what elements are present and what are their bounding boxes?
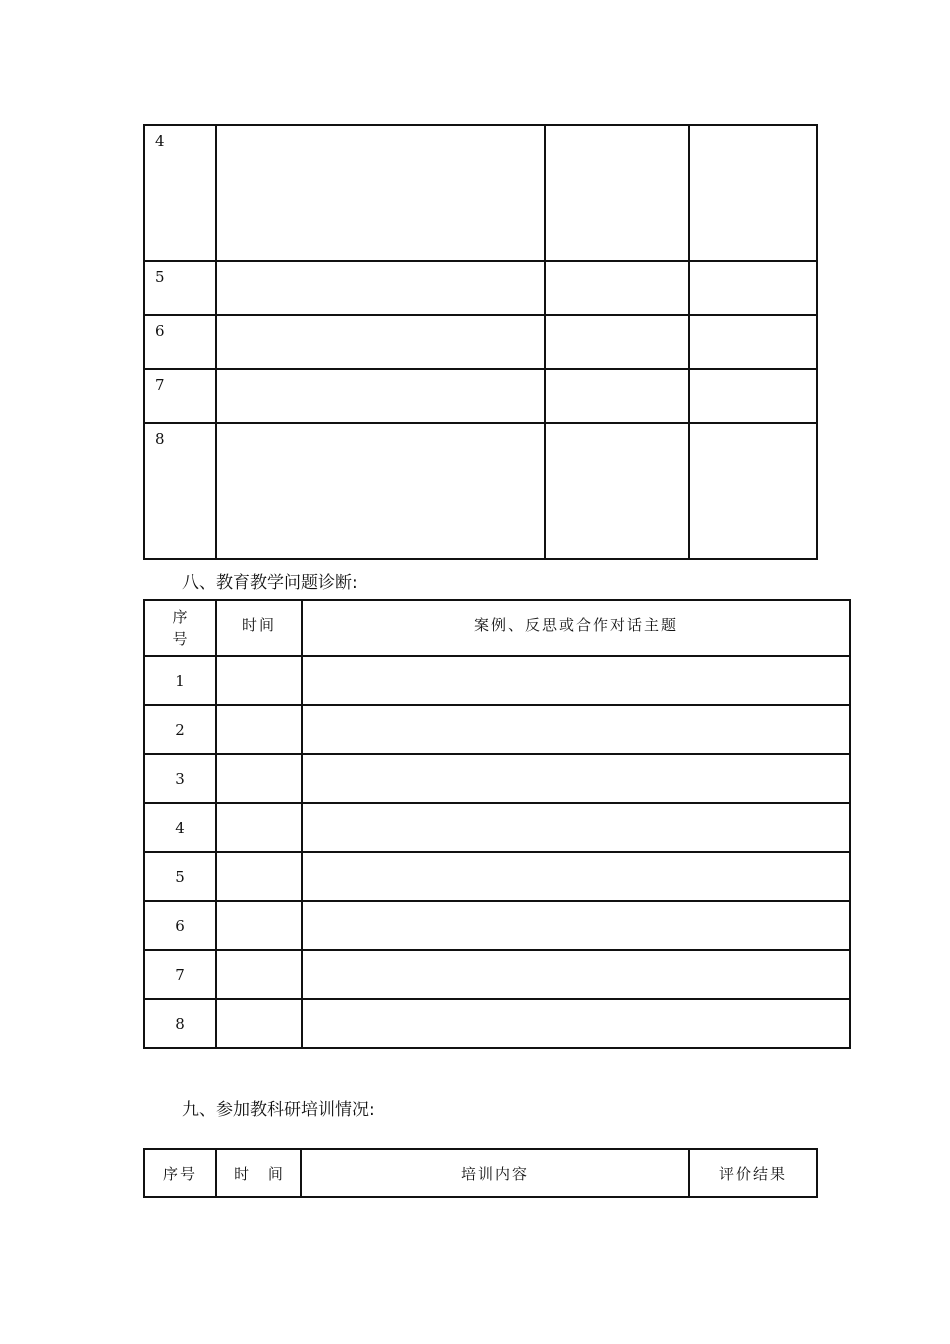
- row-number: 1: [144, 656, 216, 705]
- header-seq-line2: 号: [172, 630, 188, 648]
- table-row: [144, 125, 817, 261]
- time-cell[interactable]: [216, 999, 302, 1048]
- table-header-row: [144, 1149, 817, 1197]
- row-number: 4: [144, 125, 216, 261]
- header-result: 评价结果: [689, 1149, 817, 1197]
- section-8-title: 八、教育教学问题诊断:: [182, 573, 358, 593]
- time-cell[interactable]: [216, 803, 302, 852]
- topic-cell[interactable]: [302, 705, 850, 754]
- table-cell[interactable]: [689, 315, 817, 369]
- table-cell[interactable]: [216, 125, 545, 261]
- header-seq-line1: 序: [172, 608, 188, 626]
- table-header-row: [144, 600, 850, 656]
- time-cell[interactable]: [216, 950, 302, 999]
- topic-cell[interactable]: [302, 950, 850, 999]
- table-cell[interactable]: [216, 315, 545, 369]
- table-cell[interactable]: [545, 423, 689, 559]
- topic-cell[interactable]: [302, 999, 850, 1048]
- header-content: 培训内容: [301, 1149, 689, 1197]
- time-cell[interactable]: [216, 901, 302, 950]
- table-cell[interactable]: [689, 261, 817, 315]
- section-9-title: 九、参加教科研培训情况:: [182, 1100, 375, 1120]
- row-number: 6: [144, 315, 216, 369]
- table-row: [144, 754, 850, 803]
- table-cell[interactable]: [216, 369, 545, 423]
- table-cell[interactable]: [689, 125, 817, 261]
- table-row: [144, 852, 850, 901]
- time-cell[interactable]: [216, 754, 302, 803]
- time-cell[interactable]: [216, 656, 302, 705]
- table-cell[interactable]: [216, 261, 545, 315]
- table-row: [144, 261, 817, 315]
- table-row: [144, 901, 850, 950]
- header-seq: 序号: [144, 1149, 216, 1197]
- table-row: [144, 803, 850, 852]
- row-number: 5: [144, 852, 216, 901]
- table-cell[interactable]: [545, 125, 689, 261]
- topic-cell[interactable]: [302, 656, 850, 705]
- header-time: 时间: [216, 600, 302, 656]
- row-number: 5: [144, 261, 216, 315]
- header-seq: [144, 600, 216, 656]
- row-number: 8: [144, 999, 216, 1048]
- row-number: 7: [144, 369, 216, 423]
- table-cell[interactable]: [689, 423, 817, 559]
- header-topic: 案例、反思或合作对话主题: [302, 600, 850, 656]
- table-row: [144, 950, 850, 999]
- row-number: 2: [144, 705, 216, 754]
- time-cell[interactable]: [216, 705, 302, 754]
- table-cell[interactable]: [545, 261, 689, 315]
- row-number: 4: [144, 803, 216, 852]
- diagnosis-table: [143, 599, 851, 1049]
- header-time: 时 间: [216, 1149, 301, 1197]
- row-number: 3: [144, 754, 216, 803]
- previous-section-table: [143, 124, 818, 560]
- table-row: [144, 999, 850, 1048]
- table-row: [144, 705, 850, 754]
- row-number: 8: [144, 423, 216, 559]
- table-row: [144, 423, 817, 559]
- table-cell[interactable]: [545, 369, 689, 423]
- topic-cell[interactable]: [302, 754, 850, 803]
- table-row: [144, 656, 850, 705]
- table-cell[interactable]: [216, 423, 545, 559]
- topic-cell[interactable]: [302, 852, 850, 901]
- table-cell[interactable]: [689, 369, 817, 423]
- table-row: [144, 369, 817, 423]
- row-number: 7: [144, 950, 216, 999]
- table-cell[interactable]: [545, 315, 689, 369]
- topic-cell[interactable]: [302, 901, 850, 950]
- training-table: [143, 1148, 818, 1198]
- topic-cell[interactable]: [302, 803, 850, 852]
- row-number: 6: [144, 901, 216, 950]
- time-cell[interactable]: [216, 852, 302, 901]
- table-row: [144, 315, 817, 369]
